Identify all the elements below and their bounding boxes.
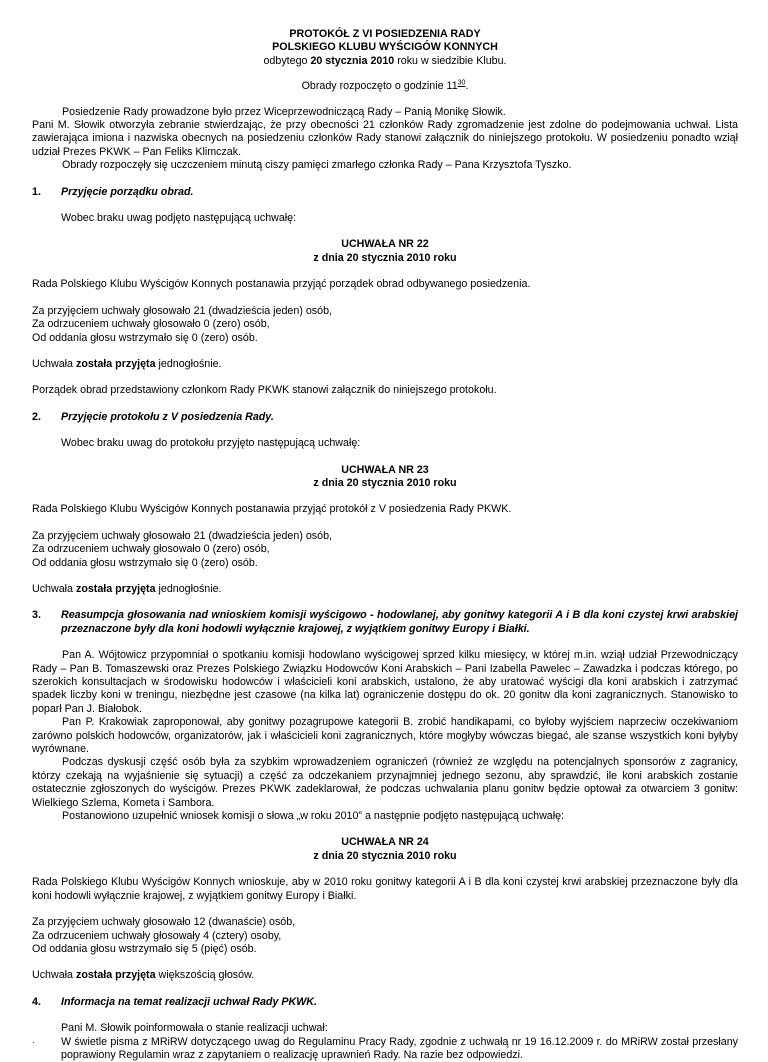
section-4-lead: Pani M. Słowik poinformowała o stanie realizacji uchwał:	[61, 1022, 328, 1035]
meeting-date: odbytego 20 stycznia 2010 roku w siedzibie Klubu.	[263, 54, 507, 67]
resolution-24-vote-against: Za odrzuceniem uchwały głosowały 4 (cztery) osoby,	[32, 929, 282, 942]
section-1-heading: 1. Przyjęcie porządku obrad.	[32, 185, 194, 198]
resolution-24-vote-for: Za przyjęciem uchwały głosowało 12 (dwanaście) osób,	[32, 916, 296, 929]
intro-quorum: Pani M. Słowik otworzyła zebranie stwierdzając, że przy obecności 21 członków Rady zgromadzenie jest zdolne do podejmowania uchwał. Lista zawierająca imiona i nazwiska obecnych na posiedzeniu członków Rady stanowi załącznik do niniejszego protokołu. W posiedzeniu ponadto wziął udział Prezes PKWK – Pan Feliks Klimczak.	[32, 119, 738, 158]
resolution-22-vote-abstain: Od oddania głosu wstrzymało się 0 (zero) osób.	[32, 331, 258, 344]
document-title-line1: PROTOKÓŁ Z VI POSIEDZENIA RADY	[289, 28, 481, 40]
resolution-23-vote-abstain: Od oddania głosu wstrzymało się 0 (zero) osób.	[32, 556, 258, 569]
resolution-24-date: z dnia 20 stycznia 2010 roku	[313, 849, 457, 862]
resolution-22-title: UCHWAŁA NR 22	[341, 238, 429, 251]
intro-chair: Posiedzenie Rady prowadzone było przez Wiceprzewodniczącą Rady – Panią Monikę Słowik.	[62, 105, 506, 118]
section-3-paragraph-3: Podczas dyskusji część osób była za szybkim wprowadzeniem ograniczeń (również ze względu na potencjalnych sponsorów z zagranicy, którzy czekają na wyjaśnienie się sytuacji) a część za odczekaniem przynajmniej jednego sezonu, aby sprawdzić, ile koni arabskich zostanie ostatecznie zgłoszonych do wyścigów. Prezes PKWK zadeklarował, że podczas uchwalania planu gonitw będzie optował za otwarciem 3 gonitw: Wielkiego Szlema, Kometa i Sambora.	[32, 756, 738, 809]
resolution-24-title: UCHWAŁA NR 24	[341, 836, 429, 849]
document-title-line2: POLSKIEGO KLUBU WYŚCIGÓW KONNYCH	[272, 41, 498, 54]
resolution-22-result: Uchwała została przyjęta jednogłośnie.	[32, 357, 222, 370]
section-3-heading: 3. Reasumpcja głosowania nad wnioskiem komisji wyścigowo - hodowlanej, aby gonitwy kategorii A i B dla koni czystej krwi arabskiej przeznaczone były dla koni hodowli wyłącznie krajowej, z wyjątkiem gonitwy Europy i Białki.	[32, 609, 738, 635]
list-item	[32, 1036, 738, 1062]
resolution-22-body: Rada Polskiego Klubu Wyścigów Konnych postanawia przyjąć porządek obrad odbywanego posiedzenia.	[32, 278, 531, 291]
resolution-24-result: Uchwała została przyjęta większością głosów.	[32, 969, 255, 982]
resolution-23-vote-against: Za odrzuceniem uchwały głosowało 0 (zero) osób,	[32, 543, 270, 556]
section-4-heading: 4. Informacja na temat realizacji uchwał Rady PKWK.	[32, 995, 317, 1008]
protocol-document	[32, 28, 738, 1062]
bullet-icon: ·	[32, 1036, 35, 1047]
section-3-paragraph-4: Postanowiono uzupełnić wniosek komisji o słowa „w roku 2010” a następnie podjęto następującą uchwałę:	[62, 810, 565, 823]
section-4-bullet-1: W świetle pisma z MRiRW dotyczącego uwag do Regulaminu Pracy Rady, zgodnie z uchwałą nr 19 16.12.2009 r. do MRiRW został przesłany poprawiony Regulamin wraz z zapytaniem o realizację uprawnień Rady. Na razie bez odpowiedzi.	[61, 1035, 738, 1061]
start-time: Obrady rozpoczęto o godzinie $11^{30}$.	[301, 79, 469, 93]
section-2-heading: 2. Przyjęcie protokołu z V posiedzenia Rady.	[32, 410, 274, 423]
resolution-24-vote-abstain: Od oddania głosu wstrzymało się 5 (pięć) osób.	[32, 942, 257, 955]
resolution-22-vote-for: Za przyjęciem uchwały głosowało 21 (dwadzieścia jeden) osób,	[32, 304, 332, 317]
section-2-lead: Wobec braku uwag do protokołu przyjęto następującą uchwałę:	[61, 437, 361, 450]
resolution-23-title: UCHWAŁA NR 23	[341, 463, 429, 476]
resolution-23-vote-for: Za przyjęciem uchwały głosowało 21 (dwadzieścia jeden) osób,	[32, 529, 332, 542]
resolution-22-vote-against: Za odrzuceniem uchwały głosowało 0 (zero) osób,	[32, 318, 270, 331]
intro-minute-silence: Obrady rozpoczęły się uczczeniem minutą ciszy pamięci zmarłego członka Rady – Pana Krzysztofa Tyszko.	[62, 159, 572, 172]
resolution-23-result: Uchwała została przyjęta jednogłośnie.	[32, 582, 222, 595]
section-3-paragraph-2: Pan P. Krakowiak zaproponował, aby gonitwy pozagrupowe kategorii B. zrobić handikapami, co byłoby wyjściem naprzeciw oczekiwaniom zarówno polskich hodowców, organizatorów, jak i właścicieli koni zagranicznych, które mogłyby wówczas biegać, ale szanse wszystkich koni byłyby wyrównane.	[32, 716, 738, 756]
resolution-22-date: z dnia 20 stycznia 2010 roku	[313, 251, 457, 264]
section-1-lead: Wobec braku uwag podjęto następującą uchwałę:	[61, 212, 297, 225]
section-3-paragraph-1: Pan A. Wójtowicz przypomniał o spotkaniu komisji hodowlano wyścigowej sprzed kilku miesięcy, w której m.in. wziął udział Przewodniczący Rady – Pan B. Tomaszewski oraz Prezes Polskiego Związku Hodowców Koni Arabskich – Pani Izabella Pawelec – Zawadzka i podczas którego, po szerokich konsultacjach w środowisku hodowców i właścicieli koni arabskich, ustalono, że aby uratować wyścigi dla koni arabskich i zatrzymać spadek liczby koni w treningu, niezbędne jest czasowe (na kilka lat) ograniczenie dostępu do ok. 20 gonitw dla koni zagranicznych. Stanowisko to poparł Pan J. Białobok.	[32, 649, 738, 715]
agenda-attachment-note: Porządek obrad przedstawiony członkom Rady PKWK stanowi załącznik do niniejszego protokołu.	[32, 384, 497, 397]
resolution-23-body: Rada Polskiego Klubu Wyścigów Konnych postanawia przyjąć protokół z V posiedzenia Rady PKWK.	[32, 503, 512, 516]
resolution-23-date: z dnia 20 stycznia 2010 roku	[313, 476, 457, 489]
resolution-24-body: Rada Polskiego Klubu Wyścigów Konnych wnioskuje, aby w 2010 roku gonitwy kategorii A i B dla koni czystej krwi arabskiej przeznaczone były dla koni hodowli wyłącznie krajowej, z wyjątkiem gonitwy Europy i Białki.	[32, 876, 738, 902]
